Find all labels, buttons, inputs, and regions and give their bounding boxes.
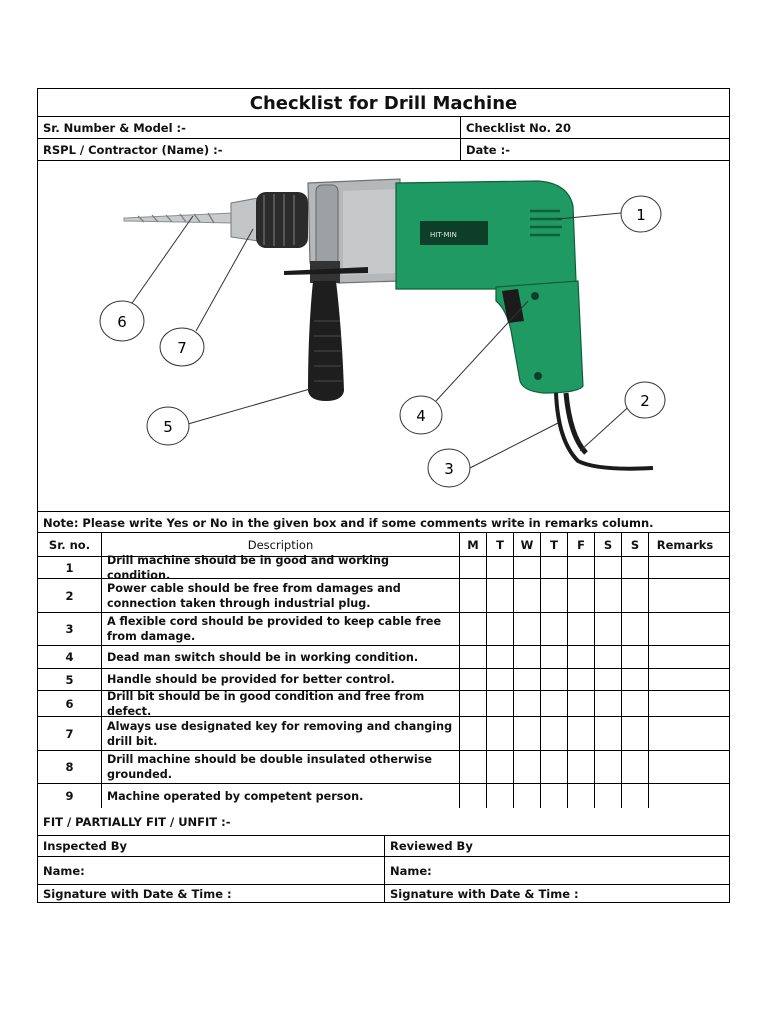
reviewer-signature-field[interactable]: Signature with Date & Time : xyxy=(384,885,729,902)
page-title: Checklist for Drill Machine xyxy=(249,92,518,114)
day-check-box[interactable] xyxy=(486,557,513,578)
day-check-box[interactable] xyxy=(567,717,594,750)
day-check-box[interactable] xyxy=(621,557,648,578)
remarks-cell[interactable] xyxy=(648,751,721,783)
contractor-row xyxy=(38,139,729,161)
day-check-box[interactable] xyxy=(459,646,486,668)
diagram-row xyxy=(38,161,729,512)
day-check-box[interactable] xyxy=(621,784,648,808)
day-check-box[interactable] xyxy=(594,646,621,668)
day-check-box[interactable] xyxy=(594,579,621,612)
col-header-description: Description xyxy=(101,533,459,556)
inspected-by-label: Inspected By xyxy=(43,839,127,853)
col-header-day: W xyxy=(513,533,540,556)
day-check-box[interactable] xyxy=(621,751,648,783)
row-description: Drill bit should be in good condition and free from defect. xyxy=(101,691,459,716)
day-check-box[interactable] xyxy=(567,613,594,645)
day-check-box[interactable] xyxy=(540,751,567,783)
day-check-box[interactable] xyxy=(486,691,513,716)
day-check-box[interactable] xyxy=(513,669,540,690)
day-check-box[interactable] xyxy=(540,613,567,645)
callout-4-label: 4 xyxy=(416,407,426,425)
drill-illustration xyxy=(38,161,729,512)
checklist-number: Checklist No. 20 xyxy=(460,117,729,138)
row-description: Drill machine should be in good and working condition. xyxy=(101,557,459,578)
row-number: 9 xyxy=(65,789,74,803)
contractor-label: RSPL / Contractor (Name) :- xyxy=(43,142,223,157)
checklist-sheet xyxy=(37,88,730,903)
callout-3-label: 3 xyxy=(444,460,454,478)
day-check-box[interactable] xyxy=(486,646,513,668)
table-row xyxy=(38,579,729,613)
col-header-remarks: Remarks xyxy=(648,533,721,556)
day-check-box[interactable] xyxy=(594,751,621,783)
row-description: A flexible cord should be provided to keep cable free from damage. xyxy=(101,613,459,645)
footer-signature-row xyxy=(38,885,729,902)
day-check-box[interactable] xyxy=(594,557,621,578)
chuck xyxy=(231,192,308,248)
day-check-box[interactable] xyxy=(567,579,594,612)
row-number: 8 xyxy=(65,760,74,774)
day-check-box[interactable] xyxy=(594,691,621,716)
serial-row xyxy=(38,117,729,139)
remarks-cell[interactable] xyxy=(648,784,721,808)
day-check-box[interactable] xyxy=(459,579,486,612)
day-check-box[interactable] xyxy=(540,646,567,668)
day-check-box[interactable] xyxy=(513,717,540,750)
day-check-box[interactable] xyxy=(513,613,540,645)
row-description: Power cable should be free from damages and connection taken through industrial plug. xyxy=(101,579,459,612)
day-check-box[interactable] xyxy=(486,613,513,645)
day-check-box[interactable] xyxy=(621,691,648,716)
day-check-box[interactable] xyxy=(540,579,567,612)
day-check-box[interactable] xyxy=(567,646,594,668)
remarks-cell[interactable] xyxy=(648,613,721,645)
day-check-box[interactable] xyxy=(540,717,567,750)
col-header-day: S xyxy=(621,533,648,556)
row-description: Drill machine should be double insulated otherwise grounded. xyxy=(101,751,459,783)
table-row xyxy=(38,784,729,808)
table-row xyxy=(38,553,729,582)
table-row xyxy=(38,751,729,784)
table-row xyxy=(38,646,729,669)
brand-label: HIT-MIN xyxy=(430,231,457,239)
fit-status-label: FIT / PARTIALLY FIT / UNFIT :- xyxy=(43,814,231,829)
day-check-box[interactable] xyxy=(486,784,513,808)
remarks-cell[interactable] xyxy=(648,669,721,690)
row-description: Machine operated by competent person. xyxy=(101,784,459,808)
day-check-box[interactable] xyxy=(594,784,621,808)
row-number: 6 xyxy=(65,696,74,711)
day-check-box[interactable] xyxy=(540,669,567,690)
day-check-box[interactable] xyxy=(621,717,648,750)
day-check-box[interactable] xyxy=(567,784,594,808)
col-header-day: F xyxy=(567,533,594,556)
instruction-note: Note: Please write Yes or No in the given box and if some comments write in remarks column. xyxy=(43,515,654,530)
day-check-box[interactable] xyxy=(567,557,594,578)
table-row xyxy=(38,717,729,751)
row-description: Always use designated key for removing and changing drill bit. xyxy=(101,717,459,750)
motor-body xyxy=(396,181,576,289)
day-check-box[interactable] xyxy=(486,579,513,612)
day-check-box[interactable] xyxy=(621,579,648,612)
reviewer-name-field[interactable]: Name: xyxy=(384,857,729,884)
day-check-box[interactable] xyxy=(459,784,486,808)
day-check-box[interactable] xyxy=(567,751,594,783)
row-number: 1 xyxy=(65,560,74,575)
day-check-box[interactable] xyxy=(540,784,567,808)
table-row xyxy=(38,691,729,717)
footer-name-row xyxy=(38,857,729,885)
callout-1-label: 1 xyxy=(636,206,646,224)
day-check-box[interactable] xyxy=(459,717,486,750)
fit-row xyxy=(38,808,729,836)
day-check-box[interactable] xyxy=(486,717,513,750)
day-check-box[interactable] xyxy=(459,691,486,716)
drill-bit xyxy=(124,213,233,223)
day-check-box[interactable] xyxy=(513,691,540,716)
remarks-cell[interactable] xyxy=(648,557,721,578)
day-check-box[interactable] xyxy=(594,669,621,690)
day-check-box[interactable] xyxy=(486,751,513,783)
row-number: 4 xyxy=(65,650,74,664)
drill-diagram xyxy=(38,161,729,512)
callout-5-label: 5 xyxy=(163,418,173,436)
day-check-box[interactable] xyxy=(513,646,540,668)
day-check-box[interactable] xyxy=(621,613,648,645)
remarks-cell[interactable] xyxy=(648,579,721,612)
col-header-day: T xyxy=(486,533,513,556)
title-row xyxy=(38,89,729,117)
day-check-box[interactable] xyxy=(594,613,621,645)
serial-model-label: Sr. Number & Model :- xyxy=(43,120,186,135)
reviewed-by-label: Reviewed By xyxy=(384,836,729,856)
day-check-box[interactable] xyxy=(567,669,594,690)
row-number: 3 xyxy=(65,622,74,636)
footer-heading-row xyxy=(38,836,729,857)
day-check-box[interactable] xyxy=(513,751,540,783)
day-check-box[interactable] xyxy=(513,579,540,612)
row-description: Dead man switch should be in working condition. xyxy=(101,646,459,668)
day-check-box[interactable] xyxy=(621,669,648,690)
pistol-grip xyxy=(496,281,583,393)
col-header-day: S xyxy=(594,533,621,556)
callout-7-label: 7 xyxy=(177,339,187,357)
table-row xyxy=(38,613,729,646)
day-check-box[interactable] xyxy=(594,717,621,750)
checklist-table-body xyxy=(38,553,729,808)
col-header-srno: Sr. no. xyxy=(48,537,91,552)
remarks-cell[interactable] xyxy=(648,691,721,716)
day-check-box[interactable] xyxy=(540,691,567,716)
day-check-box[interactable] xyxy=(459,751,486,783)
row-number: 5 xyxy=(65,672,74,687)
remarks-cell[interactable] xyxy=(648,646,721,668)
day-check-box[interactable] xyxy=(459,613,486,645)
day-check-box[interactable] xyxy=(540,557,567,578)
callout-2-label: 2 xyxy=(640,392,650,410)
day-check-box[interactable] xyxy=(621,646,648,668)
remarks-cell[interactable] xyxy=(648,717,721,750)
col-header-day: M xyxy=(459,533,486,556)
row-description: Handle should be provided for better control. xyxy=(101,669,459,690)
day-check-box[interactable] xyxy=(459,669,486,690)
callout-6-label: 6 xyxy=(117,313,127,331)
day-check-box[interactable] xyxy=(513,557,540,578)
row-number: 2 xyxy=(65,588,74,603)
day-check-box[interactable] xyxy=(567,691,594,716)
col-header-day: T xyxy=(540,533,567,556)
inspector-signature-field[interactable]: Signature with Date & Time : xyxy=(43,886,232,901)
day-check-box[interactable] xyxy=(513,784,540,808)
row-number: 7 xyxy=(65,726,74,741)
inspector-name-field[interactable]: Name: xyxy=(43,863,85,878)
date-label: Date :- xyxy=(460,139,729,160)
note-row xyxy=(38,512,729,533)
day-check-box[interactable] xyxy=(486,669,513,690)
day-check-box[interactable] xyxy=(459,557,486,578)
